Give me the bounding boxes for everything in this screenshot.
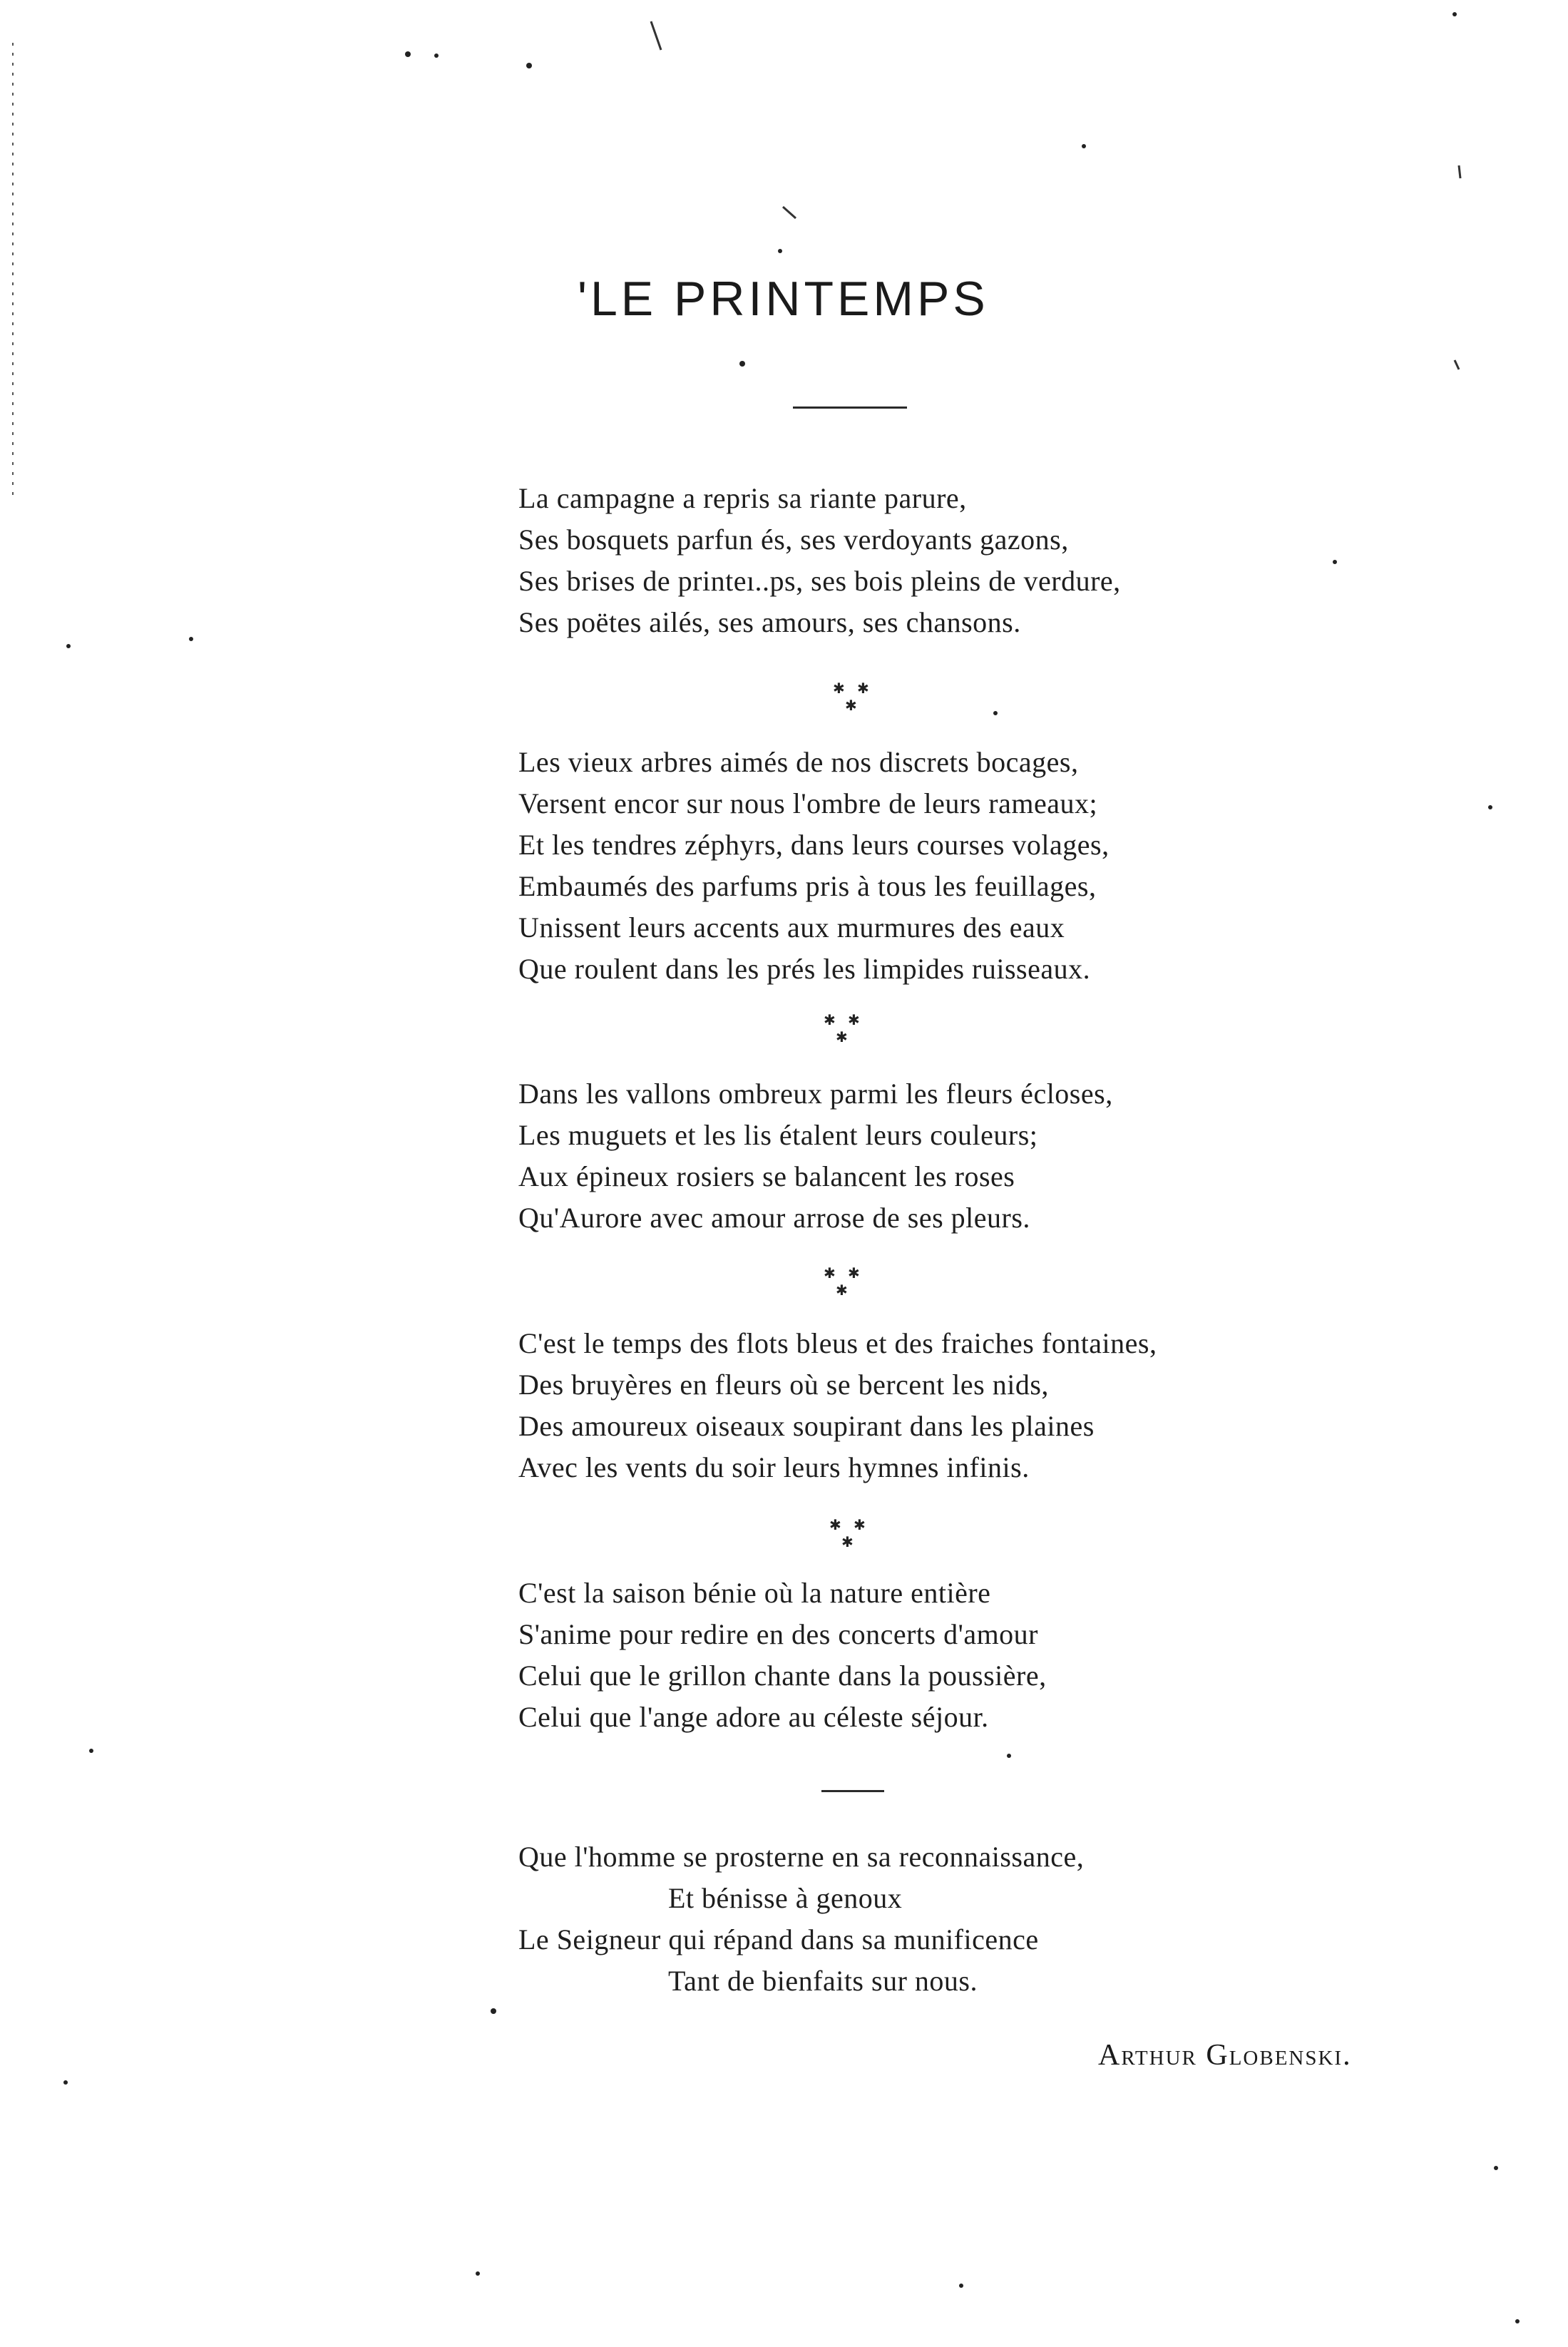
- verse-line: Tant de bienfaits sur nous.: [668, 1965, 978, 1997]
- verse-line: Ses brises de printeı..ps, ses bois pleins de verdure,: [518, 565, 1121, 597]
- author-signature: Arthur Globenski.: [1098, 2039, 1352, 2072]
- verse-line: C'est la saison bénie où la nature entière: [518, 1577, 991, 1609]
- section-rule: [821, 1790, 884, 1792]
- verse-line: Ses bosquets parfun és, ses verdoyants gazons,: [518, 523, 1069, 556]
- stanza-separator: [833, 681, 876, 717]
- verse-line: Que roulent dans les prés les limpides ruisseaux.: [518, 953, 1091, 985]
- separator-star: ✱: [824, 1264, 836, 1282]
- stanza-2: [518, 742, 1110, 990]
- verse-line: Des amoureux oiseaux soupirant dans les plaines: [518, 1410, 1095, 1442]
- stanza-separator: [824, 1266, 866, 1302]
- stanza-3: [518, 1073, 1113, 1239]
- verse-line: Le Seigneur qui répand dans sa munificence: [518, 1923, 1039, 1955]
- verse-line: Et les tendres zéphyrs, dans leurs courses volages,: [518, 829, 1110, 861]
- verse-line: S'anime pour redire en des concerts d'amour: [518, 1618, 1038, 1650]
- separator-star: ✱: [836, 1282, 848, 1299]
- separator-star: ✱: [854, 1516, 866, 1533]
- verse-line: La campagne a repris sa riante parure,: [518, 482, 967, 514]
- poem-title: 'LE PRINTEMPS: [578, 272, 989, 326]
- stanza-6: [518, 1836, 1084, 2002]
- separator-star: ✱: [833, 680, 845, 697]
- verse-line: Les vieux arbres aimés de nos discrets bocages,: [518, 746, 1079, 778]
- stanza-4: [518, 1323, 1157, 1488]
- verse-line: Celui que le grillon chante dans la poussière,: [518, 1660, 1047, 1692]
- verse-line: Celui que l'ange adore au céleste séjour.: [518, 1701, 989, 1733]
- separator-star: ✱: [824, 1011, 836, 1028]
- separator-star: ✱: [848, 1011, 860, 1028]
- verse-line: Versent encor sur nous l'ombre de leurs rameaux;: [518, 787, 1098, 819]
- stanza-separator: [824, 1013, 866, 1048]
- verse-line: Avec les vents du soir leurs hymnes infinis.: [518, 1451, 1030, 1483]
- verse-line: Embaumés des parfums pris à tous les feuillages,: [518, 870, 1097, 902]
- stanza-1: [518, 478, 1121, 643]
- title-rule: [793, 406, 907, 409]
- separator-star: ✱: [836, 1028, 848, 1045]
- verse-line: Ses poëtes ailés, ses amours, ses chansons.: [518, 606, 1021, 638]
- verse-line: C'est le temps des flots bleus et des fraiches fontaines,: [518, 1327, 1157, 1359]
- separator-star: ✱: [841, 1533, 854, 1550]
- separator-star: ✱: [845, 697, 857, 714]
- verse-line: Unissent leurs accents aux murmures des eaux: [518, 911, 1065, 944]
- verse-line: Les muguets et les lis étalent leurs couleurs;: [518, 1119, 1038, 1151]
- verse-line: Dans les vallons ombreux parmi les fleurs écloses,: [518, 1078, 1113, 1110]
- verse-line: Qu'Aurore avec amour arrose de ses pleurs.: [518, 1202, 1030, 1234]
- stanza-separator: [829, 1518, 872, 1553]
- verse-line: Que l'homme se prosterne en sa reconnaissance,: [518, 1841, 1085, 1873]
- separator-star: ✱: [848, 1264, 860, 1282]
- verse-line: Aux épineux rosiers se balancent les roses: [518, 1160, 1015, 1192]
- separator-star: ✱: [857, 680, 869, 697]
- verse-line: Et bénisse à genoux: [668, 1882, 903, 1914]
- stanza-5: [518, 1573, 1047, 1738]
- separator-star: ✱: [829, 1516, 841, 1533]
- verse-line: Des bruyères en fleurs où se bercent les nids,: [518, 1369, 1049, 1401]
